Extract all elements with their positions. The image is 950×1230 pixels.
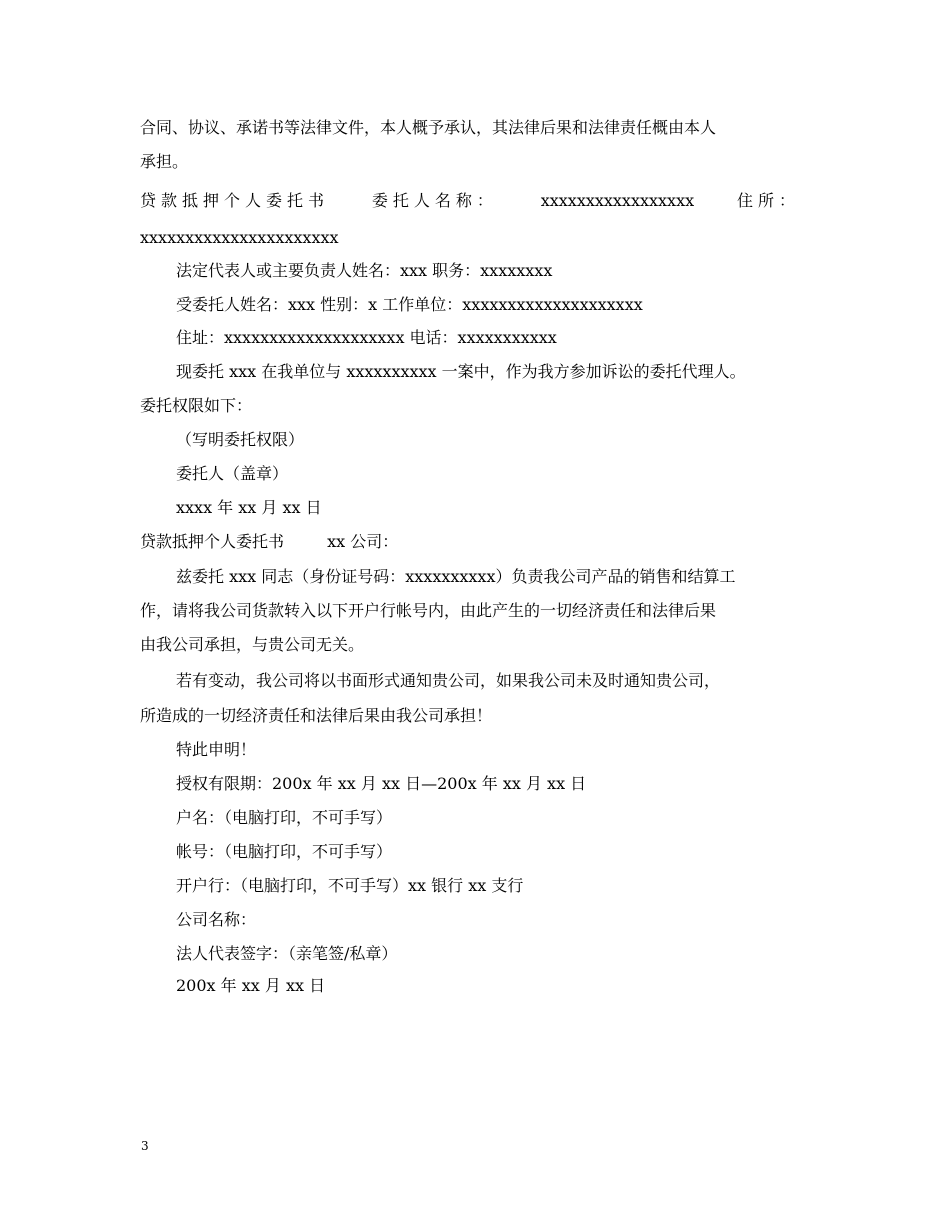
second-heading-line [140, 532, 398, 552]
address-value: xxxxxxxxxxxxxxxxxxxxxx [140, 228, 339, 247]
principal-name-label: 委托人名称： [371, 191, 498, 210]
text-line: 作，请将我公司货款转入以下开户行帐号内，由此产生的一切经济责任和法律后果 [140, 601, 717, 620]
text-line: 住址：xxxxxxxxxxxxxxxxxxxx 电话：xxxxxxxxxxx [176, 328, 557, 347]
text-line: 法定代表人或主要负责人姓名：xxx 职务：xxxxxxxx [176, 261, 553, 280]
text-line: 兹委托 xxx 同志（身份证号码：xxxxxxxxxx）负责我公司产品的销售和结算工 [176, 567, 736, 586]
text-line: 法人代表签字：（亲笔签/私章） [176, 944, 398, 963]
address-label: 住所： [736, 191, 800, 210]
text-line: 现委托 xxx 在我单位与 xxxxxxxxxx 一案中，作为我方参加诉讼的委托代理人。 [176, 362, 746, 381]
text-line: 开户行：（电脑打印，不可手写）xx 银行 xx 支行 [176, 876, 524, 895]
text-line: 若有变动，我公司将以书面形式通知贵公司，如果我公司未及时通知贵公司， [176, 671, 721, 690]
heading-line [140, 191, 800, 211]
text-line: 合同、协议、承诺书等法律文件，本人概予承认，其法律后果和法律责任概由本人 [140, 118, 717, 137]
text-line: 所造成的一切经济责任和法律后果由我公司承担！ [140, 706, 493, 725]
text-line: 承担。 [140, 152, 189, 171]
text-line: 帐号：（电脑打印，不可手写） [176, 842, 393, 861]
recipient-company: xx 公司： [327, 532, 399, 551]
text-line: 委托权限如下： [140, 396, 253, 415]
second-document-title: 贷款抵押个人委托书 [140, 532, 285, 551]
text-line: 委托人（盖章） [176, 464, 289, 483]
text-line: 授权有限期：200x 年 xx 月 xx 日—200x 年 xx 月 xx 日 [176, 774, 587, 793]
date-line: xxxx 年 xx 月 xx 日 [176, 498, 322, 517]
text-line: 受委托人姓名：xxx 性别：x 工作单位：xxxxxxxxxxxxxxxxxxxx [176, 295, 643, 314]
document-title: 贷款抵押个人委托书 [140, 191, 330, 210]
text-line: 公司名称： [176, 910, 257, 929]
text-line: （写明委托权限） [176, 430, 305, 449]
text-line: 户名：（电脑打印，不可手写） [176, 808, 393, 827]
text-line: 特此申明！ [176, 740, 257, 759]
principal-name-value: xxxxxxxxxxxxxxxxx [540, 191, 695, 210]
page-number: 3 [141, 1139, 149, 1153]
text-line: 由我公司承担，与贵公司无关。 [140, 635, 365, 654]
date-line: 200x 年 xx 月 xx 日 [176, 976, 326, 995]
